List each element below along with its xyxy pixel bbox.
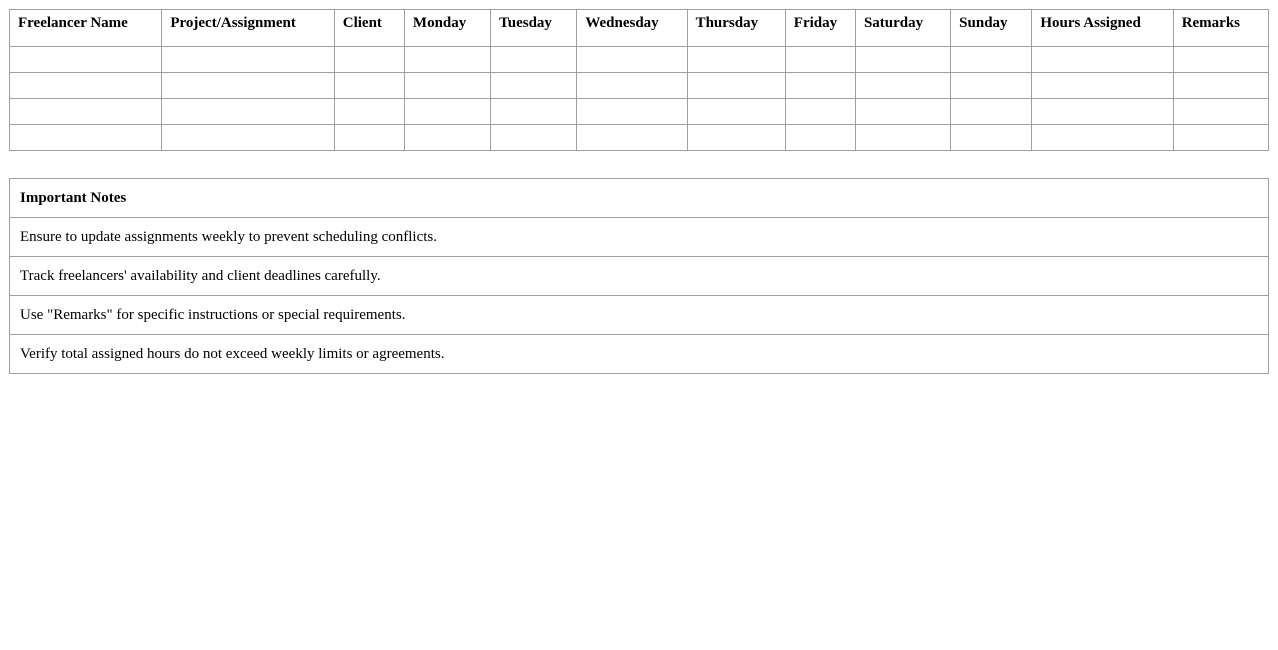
cell-freelancer-name[interactable] [10, 73, 162, 99]
cell-sunday[interactable] [951, 125, 1032, 151]
cell-saturday[interactable] [855, 125, 950, 151]
note-item: Verify total assigned hours do not exceed weekly limits or agreements. [10, 335, 1269, 374]
cell-friday[interactable] [785, 125, 855, 151]
cell-monday[interactable] [404, 47, 490, 73]
column-header-saturday: Saturday [855, 10, 950, 47]
cell-wednesday[interactable] [577, 99, 687, 125]
notes-row [10, 296, 1269, 335]
cell-monday[interactable] [404, 99, 490, 125]
cell-tuesday[interactable] [491, 99, 577, 125]
column-header-friday: Friday [785, 10, 855, 47]
freelancer-schedule-table [9, 9, 1269, 151]
cell-tuesday[interactable] [491, 47, 577, 73]
cell-hours-assigned[interactable] [1032, 99, 1173, 125]
notes-header-label: Important Notes [10, 179, 1269, 218]
column-header-freelancer-name: Freelancer Name [10, 10, 162, 47]
cell-freelancer-name[interactable] [10, 47, 162, 73]
cell-friday[interactable] [785, 73, 855, 99]
table-spacer [9, 151, 1269, 178]
table-row [10, 99, 1269, 125]
cell-hours-assigned[interactable] [1032, 125, 1173, 151]
cell-wednesday[interactable] [577, 73, 687, 99]
cell-project-assignment[interactable] [162, 73, 334, 99]
cell-wednesday[interactable] [577, 47, 687, 73]
notes-row [10, 257, 1269, 296]
notes-row [10, 218, 1269, 257]
table-row [10, 73, 1269, 99]
cell-sunday[interactable] [951, 73, 1032, 99]
cell-friday[interactable] [785, 47, 855, 73]
cell-tuesday[interactable] [491, 73, 577, 99]
column-header-monday: Monday [404, 10, 490, 47]
cell-saturday[interactable] [855, 47, 950, 73]
column-header-thursday: Thursday [687, 10, 785, 47]
cell-thursday[interactable] [687, 99, 785, 125]
cell-sunday[interactable] [951, 99, 1032, 125]
note-item: Use "Remarks" for specific instructions or special requirements. [10, 296, 1269, 335]
table-header-row [10, 10, 1269, 47]
column-header-hours-assigned: Hours Assigned [1032, 10, 1173, 47]
cell-remarks[interactable] [1173, 47, 1268, 73]
cell-thursday[interactable] [687, 73, 785, 99]
column-header-remarks: Remarks [1173, 10, 1268, 47]
cell-remarks[interactable] [1173, 125, 1268, 151]
cell-client[interactable] [334, 99, 404, 125]
column-header-tuesday: Tuesday [491, 10, 577, 47]
cell-tuesday[interactable] [491, 125, 577, 151]
cell-remarks[interactable] [1173, 73, 1268, 99]
cell-client[interactable] [334, 47, 404, 73]
cell-client[interactable] [334, 73, 404, 99]
cell-project-assignment[interactable] [162, 99, 334, 125]
cell-sunday[interactable] [951, 47, 1032, 73]
notes-header-row [10, 179, 1269, 218]
cell-project-assignment[interactable] [162, 47, 334, 73]
cell-saturday[interactable] [855, 73, 950, 99]
cell-thursday[interactable] [687, 125, 785, 151]
column-header-project-assignment: Project/Assignment [162, 10, 334, 47]
cell-friday[interactable] [785, 99, 855, 125]
cell-thursday[interactable] [687, 47, 785, 73]
important-notes-table [9, 178, 1269, 374]
cell-monday[interactable] [404, 73, 490, 99]
note-item: Ensure to update assignments weekly to prevent scheduling conflicts. [10, 218, 1269, 257]
table-row [10, 47, 1269, 73]
notes-row [10, 335, 1269, 374]
cell-saturday[interactable] [855, 99, 950, 125]
cell-freelancer-name[interactable] [10, 125, 162, 151]
note-item: Track freelancers' availability and client deadlines carefully. [10, 257, 1269, 296]
cell-project-assignment[interactable] [162, 125, 334, 151]
cell-client[interactable] [334, 125, 404, 151]
column-header-wednesday: Wednesday [577, 10, 687, 47]
cell-remarks[interactable] [1173, 99, 1268, 125]
column-header-client: Client [334, 10, 404, 47]
cell-hours-assigned[interactable] [1032, 47, 1173, 73]
column-header-sunday: Sunday [951, 10, 1032, 47]
cell-freelancer-name[interactable] [10, 99, 162, 125]
cell-hours-assigned[interactable] [1032, 73, 1173, 99]
cell-monday[interactable] [404, 125, 490, 151]
cell-wednesday[interactable] [577, 125, 687, 151]
table-row [10, 125, 1269, 151]
